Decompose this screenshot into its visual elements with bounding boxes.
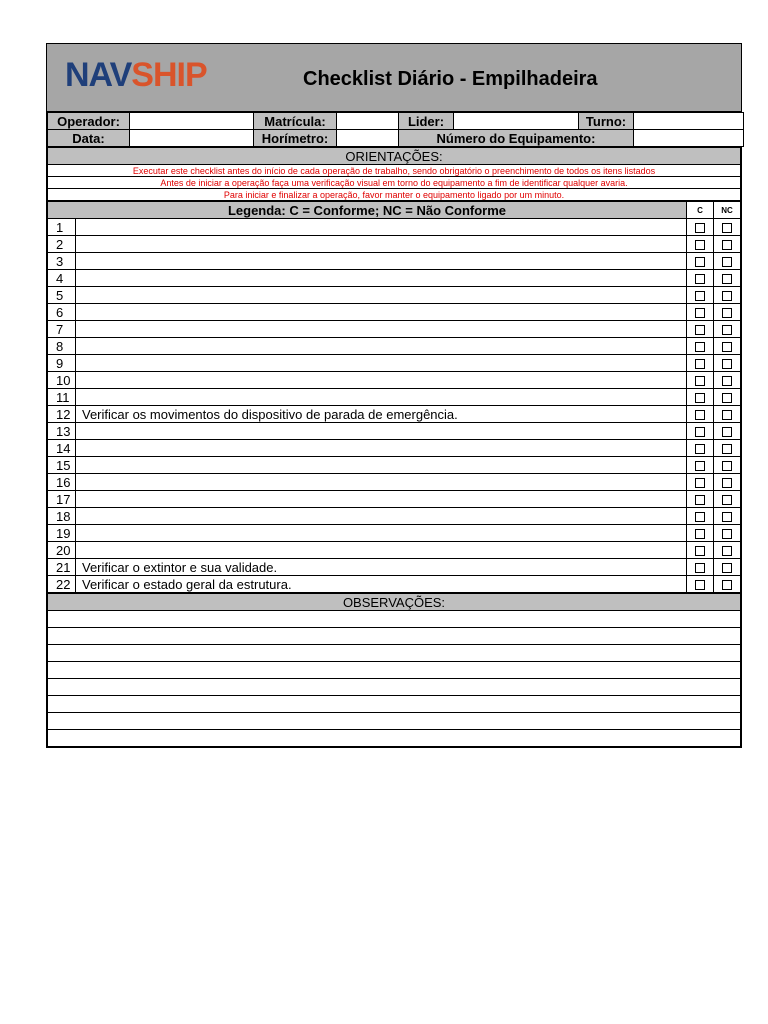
conforme-checkbox[interactable] bbox=[695, 546, 705, 556]
item-text bbox=[76, 338, 687, 355]
observacao-line bbox=[48, 713, 741, 730]
item-text bbox=[76, 372, 687, 389]
page-title: Checklist Diário - Empilhadeira bbox=[303, 68, 598, 90]
item-number: 10 bbox=[48, 372, 76, 389]
nao-conforme-checkbox[interactable] bbox=[722, 257, 732, 267]
conforme-cell bbox=[687, 270, 714, 287]
table-row bbox=[48, 457, 741, 474]
item-text bbox=[76, 219, 687, 236]
item-number: 19 bbox=[48, 525, 76, 542]
table-row bbox=[48, 389, 741, 406]
horimetro-label: Horímetro: bbox=[254, 130, 337, 147]
observacao-line bbox=[48, 662, 741, 679]
item-text bbox=[76, 525, 687, 542]
nao-conforme-checkbox[interactable] bbox=[722, 563, 732, 573]
observacao-field[interactable] bbox=[48, 679, 741, 696]
item-number: 1 bbox=[48, 219, 76, 236]
observacao-field[interactable] bbox=[48, 645, 741, 662]
observacoes-heading: OBSERVAÇÕES: bbox=[48, 594, 741, 611]
nao-conforme-checkbox[interactable] bbox=[722, 410, 732, 420]
item-number: 2 bbox=[48, 236, 76, 253]
conforme-cell bbox=[687, 372, 714, 389]
item-number: 15 bbox=[48, 457, 76, 474]
nao-conforme-cell bbox=[714, 576, 741, 593]
item-text bbox=[76, 321, 687, 338]
nao-conforme-checkbox[interactable] bbox=[722, 512, 732, 522]
orientacao-line-3: Para iniciar e finalizar a operação, favor manter o equipamento ligado por um minuto. bbox=[48, 189, 741, 201]
item-text: Verificar o extintor e sua validade. bbox=[76, 559, 687, 576]
item-number: 9 bbox=[48, 355, 76, 372]
item-text bbox=[76, 287, 687, 304]
table-row bbox=[48, 287, 741, 304]
conforme-cell bbox=[687, 525, 714, 542]
table-row bbox=[48, 270, 741, 287]
item-number: 3 bbox=[48, 253, 76, 270]
conforme-cell bbox=[687, 457, 714, 474]
operador-label: Operador: bbox=[48, 113, 130, 130]
nao-conforme-cell bbox=[714, 355, 741, 372]
item-number: 7 bbox=[48, 321, 76, 338]
col-nc-header: NC bbox=[714, 202, 741, 219]
nao-conforme-checkbox[interactable] bbox=[722, 274, 732, 284]
item-text bbox=[76, 304, 687, 321]
conforme-cell bbox=[687, 576, 714, 593]
nao-conforme-cell bbox=[714, 389, 741, 406]
item-number: 22 bbox=[48, 576, 76, 593]
item-text bbox=[76, 389, 687, 406]
logo-part-nav: NAV bbox=[65, 56, 132, 94]
lider-label: Lider: bbox=[399, 113, 454, 130]
turno-field[interactable] bbox=[634, 113, 744, 130]
conforme-cell bbox=[687, 491, 714, 508]
nao-conforme-cell bbox=[714, 491, 741, 508]
checklist-items-table bbox=[47, 201, 741, 593]
nao-conforme-checkbox[interactable] bbox=[722, 325, 732, 335]
conforme-cell bbox=[687, 338, 714, 355]
conforme-cell bbox=[687, 355, 714, 372]
nao-conforme-checkbox[interactable] bbox=[722, 546, 732, 556]
legend: Legenda: C = Conforme; NC = Não Conforme bbox=[48, 202, 687, 219]
conforme-cell bbox=[687, 423, 714, 440]
info-table bbox=[47, 112, 744, 147]
nao-conforme-cell bbox=[714, 559, 741, 576]
matricula-label: Matrícula: bbox=[254, 113, 337, 130]
item-number: 4 bbox=[48, 270, 76, 287]
item-number: 14 bbox=[48, 440, 76, 457]
item-number: 13 bbox=[48, 423, 76, 440]
nao-conforme-checkbox[interactable] bbox=[722, 308, 732, 318]
conforme-checkbox[interactable] bbox=[695, 563, 705, 573]
table-row bbox=[48, 542, 741, 559]
item-number: 12 bbox=[48, 406, 76, 423]
conforme-cell bbox=[687, 321, 714, 338]
observacao-line bbox=[48, 628, 741, 645]
navship-logo bbox=[65, 58, 207, 92]
conforme-cell bbox=[687, 236, 714, 253]
nao-conforme-cell bbox=[714, 508, 741, 525]
observacao-field[interactable] bbox=[48, 611, 741, 628]
nao-conforme-cell bbox=[714, 372, 741, 389]
item-number: 11 bbox=[48, 389, 76, 406]
checklist-sheet bbox=[46, 43, 742, 748]
table-row bbox=[48, 474, 741, 491]
conforme-cell bbox=[687, 219, 714, 236]
conforme-checkbox[interactable] bbox=[695, 427, 705, 437]
data-field[interactable] bbox=[130, 130, 254, 147]
conforme-checkbox[interactable] bbox=[695, 478, 705, 488]
nao-conforme-cell bbox=[714, 338, 741, 355]
conforme-checkbox[interactable] bbox=[695, 223, 705, 233]
nao-conforme-cell bbox=[714, 457, 741, 474]
conforme-checkbox[interactable] bbox=[695, 359, 705, 369]
observacao-line bbox=[48, 679, 741, 696]
nao-conforme-checkbox[interactable] bbox=[722, 342, 732, 352]
item-text bbox=[76, 542, 687, 559]
table-row bbox=[48, 236, 741, 253]
conforme-checkbox[interactable] bbox=[695, 342, 705, 352]
item-text bbox=[76, 236, 687, 253]
orientacao-line-1: Executar este checklist antes do início de cada operação de trabalho, sendo obrigatório o preenchimento de todos os itens listados bbox=[48, 165, 741, 177]
nao-conforme-cell bbox=[714, 253, 741, 270]
col-c-header: C bbox=[687, 202, 714, 219]
table-row bbox=[48, 576, 741, 593]
orientacoes-heading: ORIENTAÇÕES: bbox=[48, 148, 741, 165]
item-number: 5 bbox=[48, 287, 76, 304]
nao-conforme-checkbox[interactable] bbox=[722, 478, 732, 488]
nao-conforme-checkbox[interactable] bbox=[722, 529, 732, 539]
conforme-cell bbox=[687, 440, 714, 457]
conforme-checkbox[interactable] bbox=[695, 461, 705, 471]
nao-conforme-checkbox[interactable] bbox=[722, 393, 732, 403]
item-number: 18 bbox=[48, 508, 76, 525]
table-row bbox=[48, 321, 741, 338]
nao-conforme-cell bbox=[714, 525, 741, 542]
conforme-checkbox[interactable] bbox=[695, 291, 705, 301]
nao-conforme-checkbox[interactable] bbox=[722, 444, 732, 454]
orientacao-line-2: Antes de iniciar a operação faça uma verificação visual em torno do equipamento a fim de identificar qualquer avaria. bbox=[48, 177, 741, 189]
conforme-cell bbox=[687, 253, 714, 270]
conforme-checkbox[interactable] bbox=[695, 274, 705, 284]
item-text bbox=[76, 423, 687, 440]
nao-conforme-checkbox[interactable] bbox=[722, 376, 732, 386]
item-text bbox=[76, 508, 687, 525]
conforme-checkbox[interactable] bbox=[695, 257, 705, 267]
item-number: 16 bbox=[48, 474, 76, 491]
item-number: 17 bbox=[48, 491, 76, 508]
observacao-field[interactable] bbox=[48, 730, 741, 747]
conforme-cell bbox=[687, 474, 714, 491]
nao-conforme-cell bbox=[714, 474, 741, 491]
item-text: Verificar o estado geral da estrutura. bbox=[76, 576, 687, 593]
observacao-field[interactable] bbox=[48, 713, 741, 730]
nao-conforme-cell bbox=[714, 440, 741, 457]
observacao-field[interactable] bbox=[48, 662, 741, 679]
orientacoes-table bbox=[47, 147, 741, 201]
numero-equipamento-label: Número do Equipamento: bbox=[399, 130, 634, 147]
nao-conforme-checkbox[interactable] bbox=[722, 359, 732, 369]
turno-label: Turno: bbox=[579, 113, 634, 130]
conforme-cell bbox=[687, 559, 714, 576]
nao-conforme-checkbox[interactable] bbox=[722, 580, 732, 590]
nao-conforme-cell bbox=[714, 304, 741, 321]
nao-conforme-checkbox[interactable] bbox=[722, 223, 732, 233]
item-number: 6 bbox=[48, 304, 76, 321]
nao-conforme-cell bbox=[714, 406, 741, 423]
conforme-cell bbox=[687, 389, 714, 406]
conforme-checkbox[interactable] bbox=[695, 240, 705, 250]
header bbox=[47, 44, 741, 112]
nao-conforme-checkbox[interactable] bbox=[722, 291, 732, 301]
observacao-line bbox=[48, 696, 741, 713]
conforme-cell bbox=[687, 304, 714, 321]
table-row bbox=[48, 338, 741, 355]
conforme-checkbox[interactable] bbox=[695, 529, 705, 539]
conforme-checkbox[interactable] bbox=[695, 495, 705, 505]
nao-conforme-cell bbox=[714, 219, 741, 236]
observacao-field[interactable] bbox=[48, 628, 741, 645]
operador-field[interactable] bbox=[130, 113, 254, 130]
table-row bbox=[48, 253, 741, 270]
horimetro-field[interactable] bbox=[337, 130, 399, 147]
conforme-checkbox[interactable] bbox=[695, 325, 705, 335]
nao-conforme-cell bbox=[714, 423, 741, 440]
item-text bbox=[76, 355, 687, 372]
matricula-field[interactable] bbox=[337, 113, 399, 130]
observacao-line bbox=[48, 611, 741, 628]
nao-conforme-cell bbox=[714, 542, 741, 559]
table-row bbox=[48, 508, 741, 525]
item-text bbox=[76, 253, 687, 270]
numero-equipamento-field[interactable] bbox=[634, 130, 744, 147]
conforme-checkbox[interactable] bbox=[695, 512, 705, 522]
nao-conforme-checkbox[interactable] bbox=[722, 240, 732, 250]
table-row bbox=[48, 219, 741, 236]
conforme-checkbox[interactable] bbox=[695, 410, 705, 420]
nao-conforme-cell bbox=[714, 321, 741, 338]
table-row bbox=[48, 355, 741, 372]
item-text bbox=[76, 270, 687, 287]
table-row bbox=[48, 372, 741, 389]
item-number: 21 bbox=[48, 559, 76, 576]
item-number: 8 bbox=[48, 338, 76, 355]
nao-conforme-checkbox[interactable] bbox=[722, 495, 732, 505]
table-row bbox=[48, 525, 741, 542]
conforme-cell bbox=[687, 508, 714, 525]
conforme-cell bbox=[687, 406, 714, 423]
logo-part-ship: SHIP bbox=[131, 56, 207, 94]
nao-conforme-cell bbox=[714, 236, 741, 253]
conforme-checkbox[interactable] bbox=[695, 444, 705, 454]
conforme-cell bbox=[687, 287, 714, 304]
conforme-cell bbox=[687, 542, 714, 559]
item-text: Verificar os movimentos do dispositivo de parada de emergência. bbox=[76, 406, 687, 423]
table-row bbox=[48, 559, 741, 576]
nao-conforme-checkbox[interactable] bbox=[722, 427, 732, 437]
conforme-checkbox[interactable] bbox=[695, 376, 705, 386]
nao-conforme-checkbox[interactable] bbox=[722, 461, 732, 471]
table-row bbox=[48, 406, 741, 423]
item-text bbox=[76, 474, 687, 491]
item-text bbox=[76, 440, 687, 457]
item-number: 20 bbox=[48, 542, 76, 559]
conforme-checkbox[interactable] bbox=[695, 580, 705, 590]
lider-field[interactable] bbox=[454, 113, 579, 130]
nao-conforme-cell bbox=[714, 287, 741, 304]
observacao-line bbox=[48, 730, 741, 747]
observacoes-table bbox=[47, 593, 741, 747]
nao-conforme-cell bbox=[714, 270, 741, 287]
data-label: Data: bbox=[48, 130, 130, 147]
table-row bbox=[48, 491, 741, 508]
table-row bbox=[48, 304, 741, 321]
observacao-line bbox=[48, 645, 741, 662]
table-row bbox=[48, 423, 741, 440]
item-text bbox=[76, 457, 687, 474]
conforme-checkbox[interactable] bbox=[695, 308, 705, 318]
table-row bbox=[48, 440, 741, 457]
conforme-checkbox[interactable] bbox=[695, 393, 705, 403]
item-text bbox=[76, 491, 687, 508]
observacao-field[interactable] bbox=[48, 696, 741, 713]
